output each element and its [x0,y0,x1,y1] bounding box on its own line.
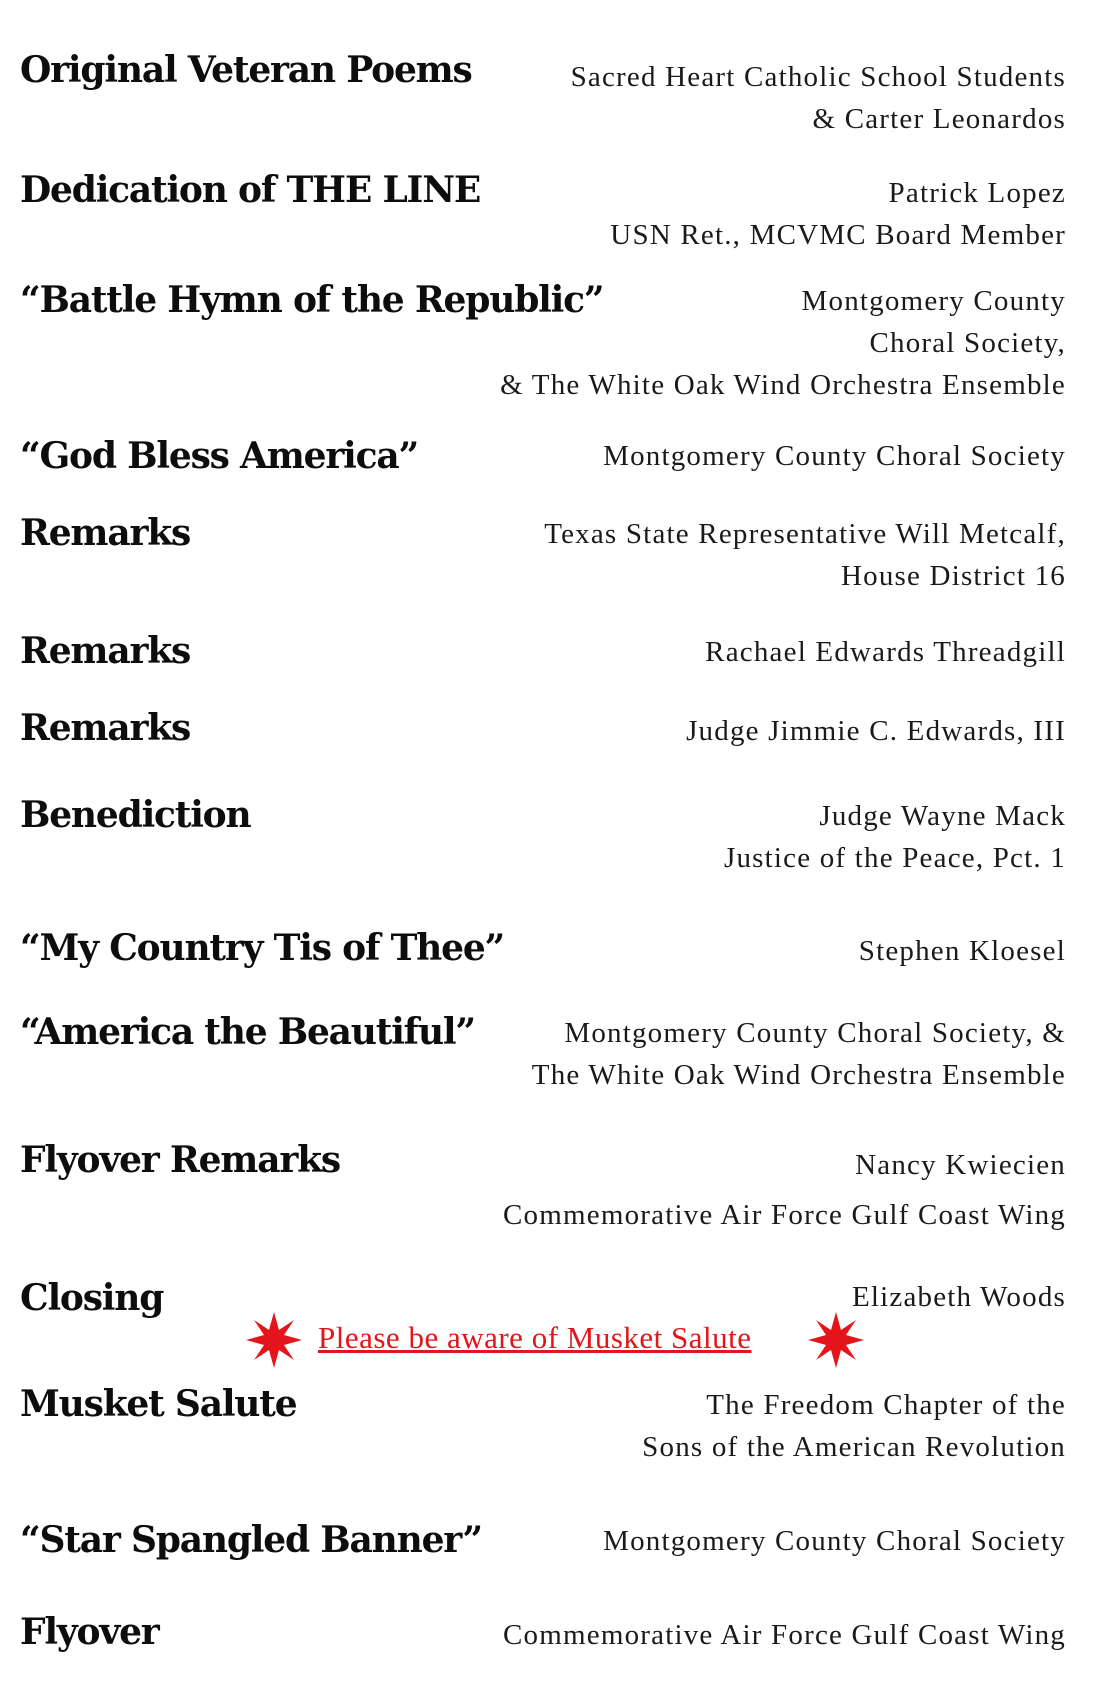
performer-line: & Carter Leonardos [812,103,1066,135]
item-performer [859,930,1066,972]
starburst-icon [244,1310,304,1370]
performer-line: The White Oak Wind Orchestra Ensemble [531,1059,1066,1091]
item-title: Remarks [20,512,191,554]
item-title: “Battle Hymn of the Republic” [20,279,604,321]
performer-line: Montgomery County Choral Society [603,1525,1066,1557]
item-performer [503,1614,1066,1656]
item-performer [571,56,1066,140]
item-performer [686,710,1066,752]
performer-line: Justice of the Peace, Pct. 1 [723,842,1066,874]
performer-line: House District 16 [841,560,1066,592]
item-title: Musket Salute [20,1383,297,1425]
item-performer [500,280,1066,406]
performer-line: Rachael Edwards Threadgill [705,636,1066,668]
performer-line: Stephen Kloesel [858,935,1066,967]
item-performer [603,435,1066,477]
performer-line: Elizabeth Woods [851,1281,1066,1313]
item-title: Flyover [20,1611,159,1653]
item-title: Closing [20,1277,164,1319]
item-title: Dedication of THE LINE [20,169,481,211]
performer-line: The Freedom Chapter of the [706,1389,1066,1421]
performer-line: USN Ret., MCVMC Board Member [610,219,1066,251]
performer-line: Patrick Lopez [888,177,1066,209]
starburst-shape [808,1312,864,1368]
item-title: Benediction [20,794,251,836]
item-title: “My Country Tis of Thee” [20,927,505,969]
performer-line: Nancy Kwiecien [855,1149,1066,1181]
performer-line: Judge Jimmie C. Edwards, III [686,715,1066,747]
performer-line: Commemorative Air Force Gulf Coast Wing [503,1619,1066,1651]
item-title: Remarks [20,630,191,672]
performer-line: Montgomery County Choral Society, & [564,1017,1066,1049]
performer-line: Judge Wayne Mack [819,800,1066,832]
item-title: Original Veteran Poems [20,49,472,91]
item-title: “God Bless America” [20,435,418,477]
item-performer [532,1012,1066,1096]
starburst-icon [806,1310,866,1370]
item-title: Flyover Remarks [20,1139,340,1181]
item-performer [705,631,1066,673]
performer-line: Commemorative Air Force Gulf Coast Wing [503,1199,1066,1231]
item-title: “America the Beautiful” [20,1011,475,1053]
item-performer [603,1520,1066,1562]
item-performer [610,172,1066,256]
performer-line: Montgomery County [801,285,1066,317]
performer-line: Montgomery County Choral Society [603,440,1066,472]
item-title: “Star Spangled Banner” [20,1519,482,1561]
performer-line: & The White Oak Wind Orchestra Ensemble [500,369,1066,401]
performer-line: Sacred Heart Catholic School Students [570,61,1066,93]
item-title: Remarks [20,707,191,749]
item-performer [503,1140,1066,1240]
musket-salute-warning-text: Please be aware of Musket Salute [318,1320,752,1355]
performer-line: Texas State Representative Will Metcalf, [544,518,1066,550]
starburst-shape [246,1312,302,1368]
item-performer [724,795,1066,879]
item-performer [642,1384,1066,1468]
performer-line: Choral Society, [869,327,1066,359]
musket-salute-notice [0,1310,1100,1370]
item-performer [544,513,1066,597]
performer-line: Sons of the American Revolution [642,1431,1066,1463]
